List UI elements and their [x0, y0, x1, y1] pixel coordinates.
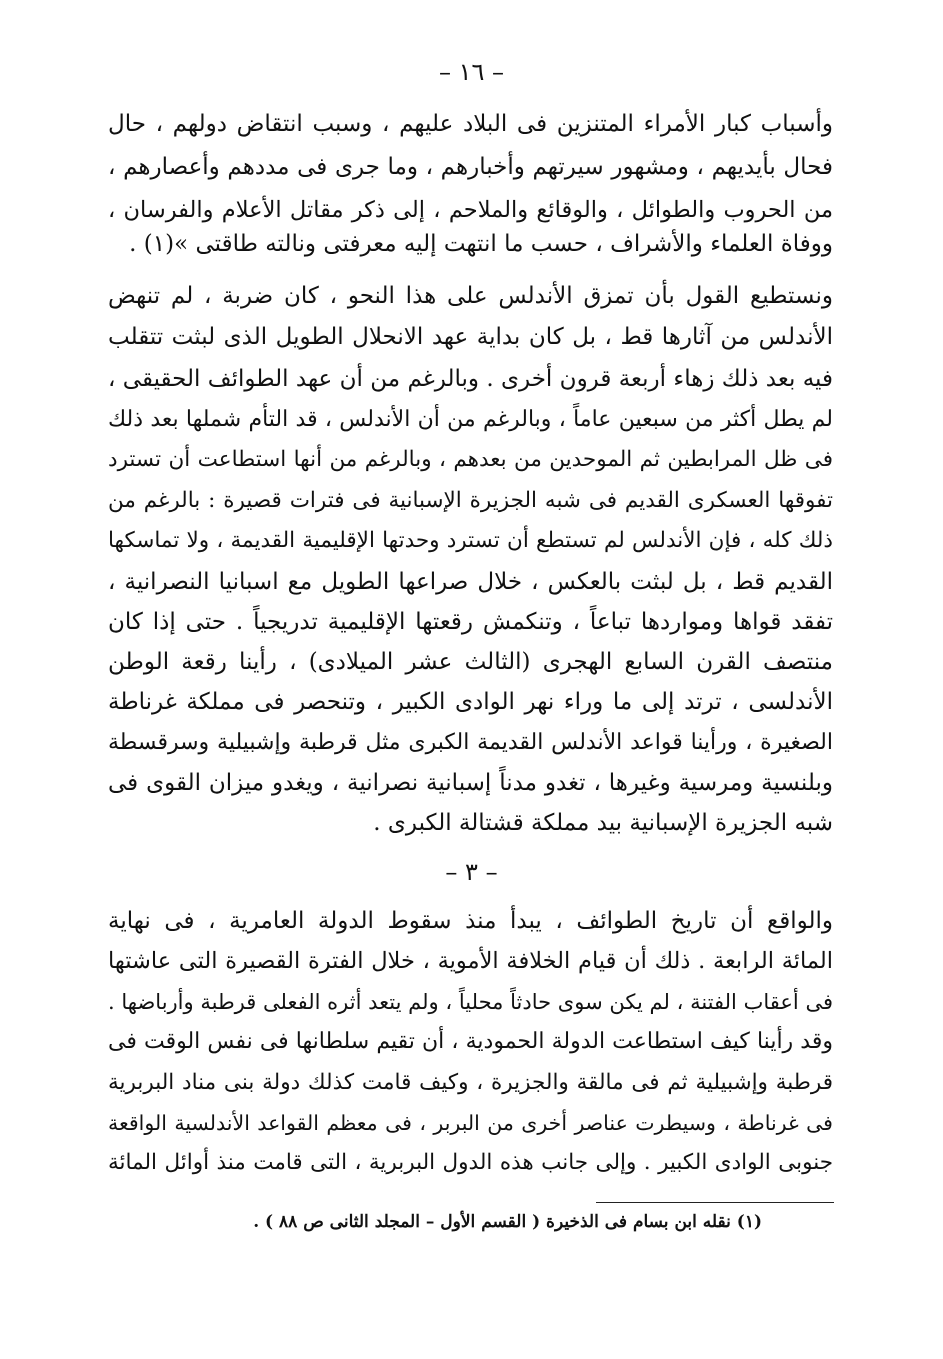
footnote: (١) نقله ابن بسام فى الذخيرة ( القسم الأول – المجلد الثانى ص ٨٨ ) .	[253, 1212, 762, 1232]
text-line: وبلنسية ومرسية وغيرها ، تغدو مدناً إسبانية نصرانية ، ويغدو ميزان القوى فى	[108, 770, 833, 796]
text-line: ووفاة العلماء والأشراف ، حسب ما انتهت إليه معرفتى ونالته طاقتى »(١) .	[129, 231, 833, 257]
text-line: فيه بعد ذلك زهاء أربعة قرون أخرى . وبالرغم من أن عهد الطوائف الحقيقى ،	[108, 366, 833, 392]
text-line: الصغيرة ، ورأينا قواعد الأندلس القديمة الكبرى مثل قرطبة وإشبيلية وسرقسطة	[108, 730, 833, 755]
text-line: فى ظل المرابطين ثم الموحدين من بعدهم ، وبالرغم من أنها استطاعت أن تسترد	[108, 447, 833, 472]
page-number: – ١٦ –	[438, 58, 505, 86]
text-line: شبه الجزيرة الإسبانية بيد مملكة قشتالة الكبرى .	[373, 810, 833, 836]
text-line: لم يطل أكثر من سبعين عاماً ، وبالرغم من أن الأندلس ، قد التأم شملها بعد ذلك	[108, 407, 833, 432]
text-line: ذلك كله ، فإن الأندلس لم تستطع أن تسترد وحدتها الإقليمية القديمة ، ولا تماسكها	[108, 528, 833, 553]
text-line: قرطبة وإشبيلية ثم فى مالقة والجزيرة ، وكيف قامت كذلك دولة بنى مناد البربرية	[108, 1070, 833, 1095]
text-line: تفوقها العسكرى القديم فى شبه الجزيرة الإسبانية فى فترات قصيرة : بالرغم من	[108, 488, 833, 513]
text-line: الأندلس من آثارها قط ، بل كان بداية عهد الانحلال الطويل الذى لبثت تتقلب	[108, 324, 833, 350]
text-line: من الحروب والطوائل ، والوقائع والملاحم ، إلى ذكر مقاتل الأعلام والفرسان ،	[108, 197, 833, 223]
text-line: القديم قط ، بل لبثت بالعكس ، خلال صراعها الطويل مع اسبانيا النصرانية ،	[108, 569, 833, 595]
text-line: والواقع أن تاريخ الطوائف ، يبدأ منذ سقوط الدولة العامرية ، فى نهاية	[108, 908, 833, 934]
text-line: الأندلسى ، ترتد إلى ما وراء نهر الوادى الكبير ، وتنحصر فى مملكة غرناطة	[108, 689, 833, 715]
text-line: فى أعقاب الفتنة ، لم يكن سوى حادثاً محلياً ، ولم يتعد أثره الفعلى قرطبة وأرباضها .	[108, 990, 833, 1014]
text-line: منتصف القرن السابع الهجرى (الثالث عشر الميلادى) ، رأينا رقعة الوطن	[108, 649, 833, 675]
text-line: فى غرناطة ، وسيطرت عناصر أخرى من البربر ، فى معظم القواعد الأندلسية الواقعة	[108, 1111, 833, 1135]
text-line: ونستطيع القول بأن تمزق الأندلس على هذا النحو ، كان ضربة ، لم تنهض	[108, 283, 833, 309]
text-line: وقد رأينا كيف استطاعت الدولة الحمودية ، أن تقيم سلطانها فى نفس الوقت فى	[108, 1029, 833, 1054]
footnote-divider	[596, 1202, 834, 1203]
section-number: – ٣ –	[445, 858, 498, 886]
text-line: تفقد قواها ومواردها تباعاً ، وتنكمش رقعتها الإقليمية تدريجياً . حتى إذا كان	[108, 609, 833, 635]
text-line: فحال بأيديهم ، ومشهور سيرتهم وأخبارهم ، وما جرى فى مددهم وأعصارهم ،	[108, 154, 833, 180]
text-line: وأسباب كبار الأمراء المتنزين فى البلاد عليهم ، وسبب انتقاض دولهم ، حال	[108, 111, 833, 137]
text-line: جنوبى الوادى الكبير . وإلى جانب هذه الدول البربرية ، التى قامت منذ أوائل المائة	[108, 1150, 833, 1175]
text-line: المائة الرابعة . ذلك أن قيام الخلافة الأموية ، خلال الفترة القصيرة التى عاشتها	[108, 948, 833, 974]
